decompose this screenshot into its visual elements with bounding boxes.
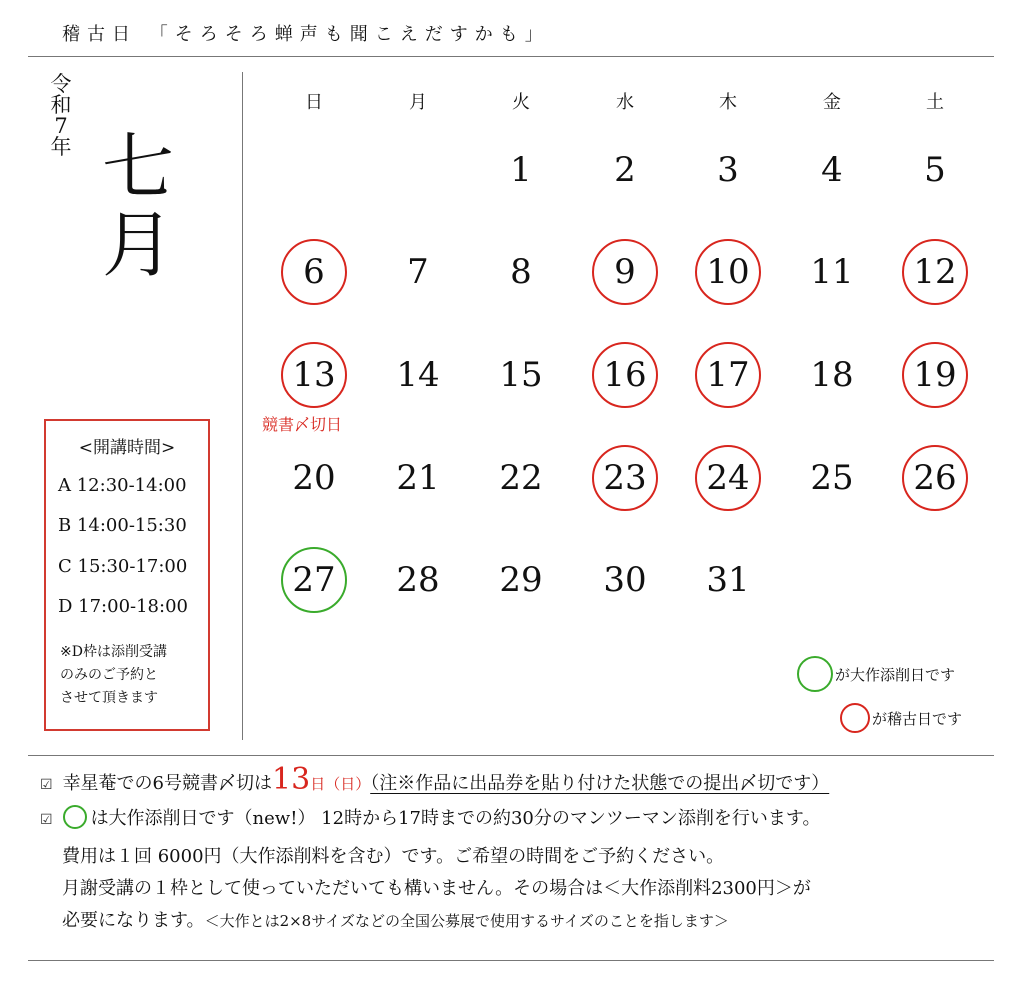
day-number: 28: [396, 560, 440, 600]
era-char: 7: [54, 114, 68, 138]
calendar-day: [590, 237, 660, 307]
day-number: 10: [706, 252, 750, 292]
note-line: のみのご予約と: [60, 667, 158, 683]
calendar-day: [486, 545, 556, 615]
calendar-day: [486, 443, 556, 513]
day-number: 1: [510, 150, 532, 190]
calendar-day: [590, 545, 660, 615]
calendar-day: [383, 443, 453, 513]
calendar-day: [486, 340, 556, 410]
legend-green-text: が大作添削日です: [835, 665, 956, 684]
calendar-day: [693, 545, 763, 615]
deadline-date-number: 13: [272, 762, 311, 797]
month-char: 七: [101, 125, 174, 209]
weekday-mon: 月: [409, 92, 427, 113]
note-large-work-text: は大作添削日です（new!） 12時から17時までの約30分のマンツーマン添削を行います。: [90, 808, 821, 829]
day-number: 23: [603, 458, 647, 498]
day-number: 17: [706, 355, 750, 395]
calendar-day: [590, 340, 660, 410]
red-circle-icon: [840, 703, 870, 733]
weekday-sun: 日: [305, 92, 323, 113]
era-char: 年: [50, 135, 72, 159]
day-number: 9: [614, 252, 636, 292]
calendar-day: [693, 443, 763, 513]
time-slot-d: D 17:00-18:00: [58, 596, 188, 617]
calendar-day: [279, 340, 349, 410]
green-circle-icon: [63, 805, 87, 829]
day-number: 25: [810, 458, 854, 498]
calendar-day: [590, 443, 660, 513]
checkbox-icon: ☑: [40, 812, 53, 828]
day-number: 31: [706, 560, 750, 600]
day-number: 3: [717, 150, 739, 190]
notes-divider-top: [28, 755, 994, 756]
calendar-day: [797, 135, 867, 205]
day-number: 19: [913, 355, 957, 395]
day-number: 15: [499, 355, 543, 395]
legend-green: [797, 656, 955, 692]
time-slot-c: C 15:30-17:00: [58, 556, 188, 577]
calendar-day: [486, 135, 556, 205]
calendar-day: [590, 135, 660, 205]
calendar-day: [383, 237, 453, 307]
day-number: 30: [603, 560, 647, 600]
day-number: 4: [821, 150, 843, 190]
notes-divider-bottom: [28, 960, 994, 961]
day-number: 20: [292, 458, 336, 498]
deadline-date-day: 日（日）: [310, 775, 371, 793]
day-number: 18: [810, 355, 854, 395]
day-number: 8: [510, 252, 532, 292]
day-number: 12: [913, 252, 957, 292]
calendar-day: [797, 237, 867, 307]
calendar-day: [693, 135, 763, 205]
calendar-day: [900, 340, 970, 410]
calendar-day: [693, 340, 763, 410]
day-number: 24: [706, 458, 750, 498]
note-deadline-text: 幸星菴での6号競書〆切は: [62, 773, 273, 794]
calendar-day: [279, 237, 349, 307]
note-size-definition: ＜大作とは2×8サイズなどの全国公募展で使用するサイズのことを指します＞: [204, 912, 729, 930]
calendar-day: [279, 545, 349, 615]
deadline-note: （注※作品に出品券を貼り付けた状態での提出〆切です）: [370, 773, 830, 794]
day-number: 27: [292, 560, 336, 600]
lesson-hours-note: [60, 641, 210, 710]
era-label: [46, 74, 76, 158]
checkbox-icon: ☑: [40, 777, 53, 793]
day-number: 13: [292, 355, 336, 395]
calendar-day: [900, 443, 970, 513]
page-title: 稽古日 「そろそろ蝉声も聞こえだすかも」: [62, 24, 550, 45]
weekday-tue: 火: [512, 92, 530, 113]
calendar-day: [486, 237, 556, 307]
day-number: 5: [924, 150, 946, 190]
era-char: 令: [50, 72, 72, 96]
lesson-hours-box: [44, 419, 210, 731]
green-circle-icon: [797, 656, 833, 692]
note-required: [62, 906, 729, 932]
note-large-work: [40, 804, 820, 830]
day-number: 6: [303, 252, 325, 292]
note-fee: 費用は１回 6000円（大作添削料を含む）です。ご希望の時間をご予約ください。: [62, 846, 725, 867]
weekday-wed: 水: [616, 92, 634, 113]
note-line: させて頂きます: [60, 690, 158, 706]
month-char: 月: [101, 203, 174, 287]
legend-red: [840, 703, 962, 733]
calendar-day: [900, 135, 970, 205]
day-number: 11: [810, 252, 854, 292]
calendar-day: [383, 340, 453, 410]
calendar-day: [797, 443, 867, 513]
weekday-thu: 木: [719, 92, 737, 113]
day-number: 29: [499, 560, 543, 600]
weekday-sat: 土: [926, 92, 944, 113]
calendar-day: [797, 340, 867, 410]
legend-red-text: が稽古日です: [872, 709, 963, 728]
calendar-day: [900, 237, 970, 307]
day-number: 22: [499, 458, 543, 498]
weekday-fri: 金: [823, 92, 841, 113]
day-number: 26: [913, 458, 957, 498]
column-divider: [242, 72, 243, 740]
note-monthly: 月謝受講の１枠として使っていただいても構いません。その場合は＜大作添削料2300円＞が: [62, 878, 811, 899]
day-number: 14: [396, 355, 440, 395]
note-required-text: 必要になります。: [62, 910, 205, 931]
day-number: 2: [614, 150, 636, 190]
era-char: 和: [50, 93, 72, 117]
day-number: 21: [396, 458, 440, 498]
lesson-hours-title: <開講時間>: [78, 438, 176, 458]
time-slot-b: B 14:00-15:30: [58, 515, 187, 536]
calendar-day: [693, 237, 763, 307]
note-line: ※D枠は添削受講: [60, 644, 167, 660]
header-divider: [28, 56, 994, 57]
note-deadline: [40, 762, 829, 797]
day-number: 7: [407, 252, 429, 292]
time-slot-a: A 12:30-14:00: [58, 475, 187, 496]
month-title: [98, 125, 178, 287]
calendar-day: [279, 443, 349, 513]
day-number: 16: [603, 355, 647, 395]
deadline-label: 競書〆切日: [262, 415, 343, 434]
calendar-day: [383, 545, 453, 615]
